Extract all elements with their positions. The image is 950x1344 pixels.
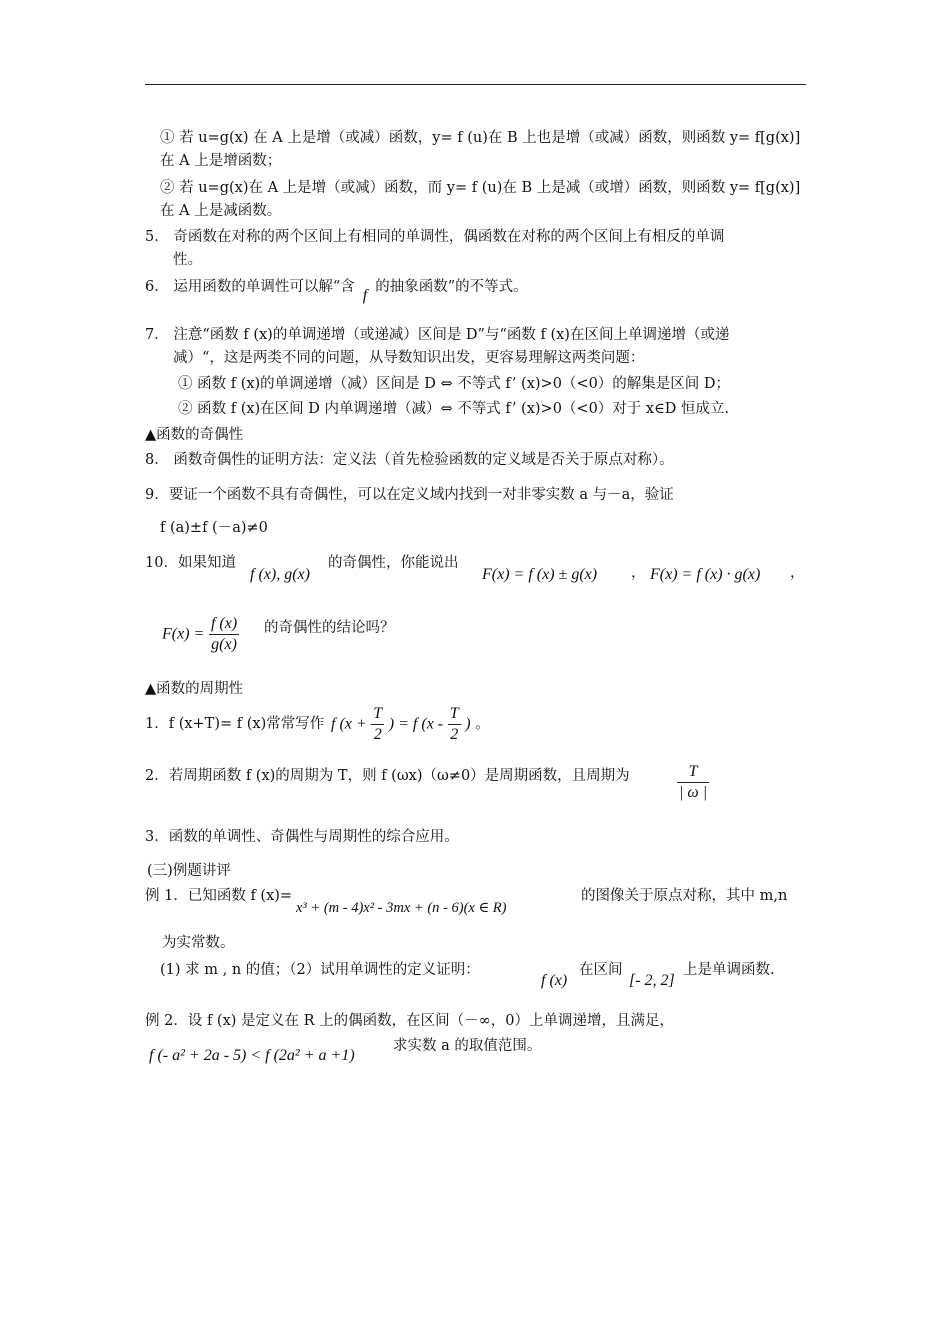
section-heading-examples: (三)例题讲评	[147, 863, 231, 879]
example-1-fx: f (x)	[541, 972, 568, 989]
quotient-lhs: F(x) =	[162, 625, 205, 643]
item-10-text-1: 的奇偶性，你能说出	[328, 555, 459, 571]
item-9-line-2: f (a)±f (－a)≠0	[160, 520, 268, 536]
example-1-text-3: 在区间	[579, 962, 623, 978]
item-4-point-1-line-1: ① 若 u=g(x) 在 A 上是增（或减）函数，y= f (u)在 B 上也是增（或减）函数，则函数 y= f[g(x)]	[160, 130, 801, 146]
section-heading-periodicity: ▲函数的周期性	[145, 681, 244, 697]
item-10-comma-2: ，	[790, 565, 805, 581]
fraction-t-over-2-b	[448, 704, 461, 745]
formula-part-3: )	[465, 715, 471, 733]
item-9-line-1: 9．要证一个函数不具有奇偶性，可以在定义域内找到一对非零实数 a 与－a，验证	[145, 487, 674, 503]
item-10-formula-sum: F(x) = f (x) ± g(x)	[482, 566, 598, 583]
item-10-text-2: 的奇偶性的结论吗？	[264, 620, 395, 636]
period-item-3: 3．函数的单调性、奇偶性与周期性的综合应用。	[145, 829, 459, 845]
example-1-formula: x³ + (m - 4)x² - 3mx + (n - 6)(x ∈ R)	[296, 900, 507, 916]
item-5-line-2: 性。	[173, 252, 202, 268]
period-item-1-formula	[331, 704, 490, 745]
item-7-point-1: ① 函数 f (x)的单调递增（减）区间是 D ⇔ 不等式 f’ (x)>0（<0）的解集是区间 D；	[178, 376, 731, 392]
example-2-text: 求实数 a 的取值范围。	[393, 1038, 542, 1054]
fraction-denominator-omega: | ω |	[679, 784, 708, 801]
item-6-f-symbol: f	[362, 287, 368, 304]
item-7-line-1: 7． 注意“函数 f (x)的单调递增（或递减）区间是 D”与“函数 f (x)在区间上单调递增（或递	[145, 327, 730, 343]
item-10-comma-1: ，	[631, 565, 646, 581]
item-7-line-2: 减）“，这是两类不同的问题，从导数知识出发，更容易理解这两类问题：	[173, 350, 645, 366]
example-2-formula: f (- a² + 2a - 5) < f (2a² + a +1)	[149, 1047, 355, 1064]
period-item-1-text: 1．f (x+T)= f (x)常常写作	[145, 716, 325, 732]
example-1-interval: [- 2, 2]	[629, 972, 675, 989]
fraction-t-over-2-a	[371, 704, 384, 745]
fraction-numerator-t: T	[371, 704, 384, 725]
item-4-point-1-line-2: 在 A 上是增函数；	[160, 153, 282, 169]
item-10-formula-product: F(x) = f (x) · g(x)	[650, 566, 761, 583]
item-10-formula-quotient	[162, 614, 239, 655]
fraction-numerator-t: T	[677, 762, 709, 783]
item-6-part-1: 6． 运用函数的单调性可以解“含	[145, 279, 355, 295]
formula-part-1: f (x +	[331, 715, 367, 733]
quotient-fraction	[209, 614, 239, 655]
header-rule	[145, 84, 806, 85]
example-2-line-1: 例 2．设 f (x) 是定义在 R 上的偶函数，在区间（－∞，0）上单调递增，且满足，	[145, 1013, 674, 1029]
example-1-text-4: 上是单调函数.	[683, 962, 775, 978]
fraction-denominator-2: 2	[373, 726, 382, 743]
example-1-label: 例 1．已知函数 f (x)=	[145, 888, 293, 904]
period-item-2-formula	[677, 762, 709, 803]
period-item-1-end: 。	[475, 716, 490, 733]
item-4-point-2-line-1: ② 若 u=g(x)在 A 上是增（或减）函数，而 y= f (u)在 B 上是减（或增）函数，则函数 y= f[g(x)]	[160, 180, 801, 196]
example-1-questions: (1) 求 m , n 的值；（2）试用单调性的定义证明：	[160, 962, 480, 978]
item-7-point-2: ② 函数 f (x)在区间 D 内单调递增（减）⇔ 不等式 f’ (x)>0（<0）对于 x∈D 恒成立.	[178, 401, 730, 417]
item-6-text	[145, 277, 528, 304]
formula-part-2: ) = f (x -	[388, 715, 444, 733]
item-6-part-2: 的抽象函数”的不等式。	[375, 279, 528, 295]
fraction-denominator-2: 2	[450, 726, 459, 743]
item-10-label: 10．如果知道	[145, 555, 236, 571]
item-5-line-1: 5． 奇函数在对称的两个区间上有相同的单调性，偶函数在对称的两个区间上有相反的单调	[145, 229, 725, 245]
item-4-point-2-line-2: 在 A 上是减函数。	[160, 203, 282, 219]
fraction-numerator-t: T	[448, 704, 461, 725]
quotient-denominator: g(x)	[211, 636, 237, 653]
quotient-numerator: f (x)	[209, 614, 239, 635]
example-1-text-1: 的图像关于原点对称，其中 m,n	[581, 888, 788, 904]
fraction-t-over-omega	[677, 762, 709, 803]
period-item-2-text: 2．若周期函数 f (x)的周期为 T，则 f (ωx)（ω≠0）是周期函数，且周期为	[145, 768, 630, 784]
item-8: 8． 函数奇偶性的证明方法：定义法（首先检验函数的定义域是否关于原点对称）。	[145, 452, 674, 468]
section-heading-parity: ▲函数的奇偶性	[145, 427, 244, 443]
example-1-text-2: 为实常数。	[162, 935, 235, 951]
item-10-formula-fg: f (x), g(x)	[250, 566, 310, 583]
